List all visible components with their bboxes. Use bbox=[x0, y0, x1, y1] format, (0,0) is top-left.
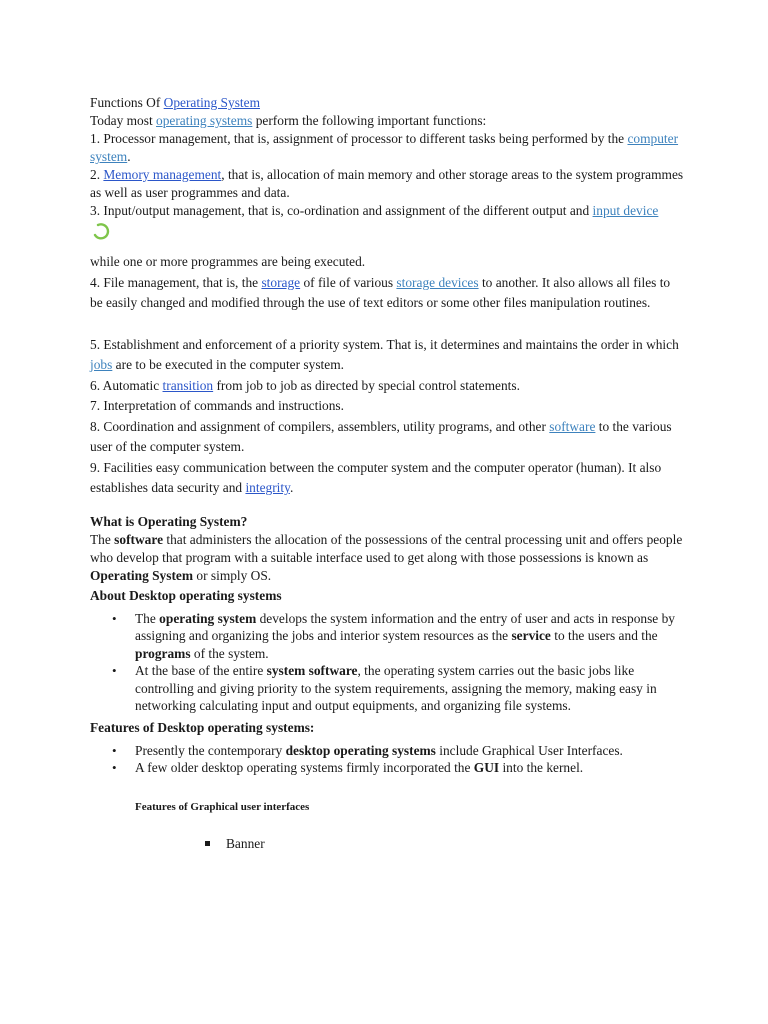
input-device-link[interactable]: input device bbox=[592, 203, 659, 218]
integrity-link[interactable]: integrity bbox=[245, 480, 290, 495]
list-item: • At the base of the entire system software, the operating system carries out the basic jobs like controlling and giving priority to the system requirements, assigning the memory, making easy in networking calculating input and output equipments, and organizing file systems. bbox=[112, 663, 657, 713]
function-item-5: 5. Establishment and enforcement of a priority system. That is, it determines and maintains the order in which jobs are to be executed in the computer system. bbox=[90, 336, 679, 372]
about-bullet-list bbox=[90, 610, 686, 715]
document-title: Functions Of Operating System bbox=[90, 95, 260, 110]
function-item-6: 6. Automatic transition from job to job as directed by special control statements. bbox=[90, 377, 520, 393]
what-is-os-paragraph: The software that administers the allocation of the possessions of the central processing unit and offers people who develop that program with a suitable interface used to get along with those possessions is known as Operating System or simply OS. bbox=[90, 531, 683, 583]
bullet-icon: • bbox=[112, 610, 117, 626]
document-body bbox=[90, 94, 686, 853]
operating-systems-link[interactable]: operating systems bbox=[156, 113, 253, 128]
function-item-2: 2. Memory management, that is, allocation of main memory and other storage areas to the system programmes as well as user programmes and data. bbox=[90, 167, 684, 200]
function-item-3-continued: while one or more programmes are being executed. bbox=[90, 254, 366, 269]
storage-devices-link[interactable]: storage devices bbox=[396, 274, 479, 290]
computer-system-link[interactable]: computer system bbox=[90, 131, 679, 164]
function-item-9: 9. Facilities easy communication between the computer system and the computer operator (human). It also establishes data security and integrity. bbox=[90, 459, 662, 495]
intro-paragraph: Today most operating systems perform the following important functions: bbox=[90, 113, 487, 128]
function-item-3: 3. Input/output management, that is, co-ordination and assignment of the different output and input device bbox=[90, 203, 659, 218]
software-link[interactable]: software bbox=[549, 418, 596, 434]
features-desktop-os-heading: Features of Desktop operating systems: bbox=[90, 719, 315, 735]
square-bullet-icon bbox=[205, 841, 210, 846]
bullet-icon: • bbox=[112, 663, 117, 678]
bullet-icon: • bbox=[112, 742, 117, 758]
function-item-4: 4. File management, that is, the storage of file of various storage devices to another. It also allows all files to be easily changed and modified through the use of text editors or some other files manipulation routines. bbox=[90, 274, 671, 310]
gui-features-heading: Features of Graphical user interfaces bbox=[135, 800, 310, 813]
jobs-link[interactable]: jobs bbox=[90, 357, 113, 372]
list-item: • A few older desktop operating systems firmly incorporated the GUI into the kernel. bbox=[112, 760, 584, 775]
bullet-icon: • bbox=[112, 760, 117, 775]
list-item: Banner bbox=[90, 835, 686, 853]
operating-system-link[interactable]: Operating System bbox=[163, 95, 260, 110]
about-desktop-os-heading: About Desktop operating systems bbox=[90, 587, 282, 603]
loading-spinner-icon bbox=[92, 222, 110, 240]
function-item-8: 8. Coordination and assignment of compilers, assemblers, utility programs, and other software to the various user of the computer system. bbox=[90, 418, 672, 454]
list-item: • The operating system develops the system information and the entry of user and acts in response by assigning and organizing the jobs and interior system resources as the service to the users and the programs of the system. bbox=[112, 610, 675, 661]
features-bullet-list bbox=[90, 742, 686, 777]
function-item-7: 7. Interpretation of commands and instructions. bbox=[90, 398, 344, 413]
what-is-os-heading: What is Operating System? bbox=[90, 513, 248, 529]
loading-area bbox=[90, 220, 686, 252]
list-item: • Presently the contemporary desktop operating systems include Graphical User Interfaces. bbox=[112, 742, 623, 758]
function-item-1: 1. Processor management, that is, assignment of processor to different tasks being performed by the computer system. bbox=[90, 131, 679, 164]
memory-management-link[interactable]: Memory management bbox=[103, 167, 222, 182]
transition-link[interactable]: transition bbox=[162, 377, 214, 393]
spacer bbox=[90, 314, 686, 335]
storage-link[interactable]: storage bbox=[261, 274, 301, 290]
